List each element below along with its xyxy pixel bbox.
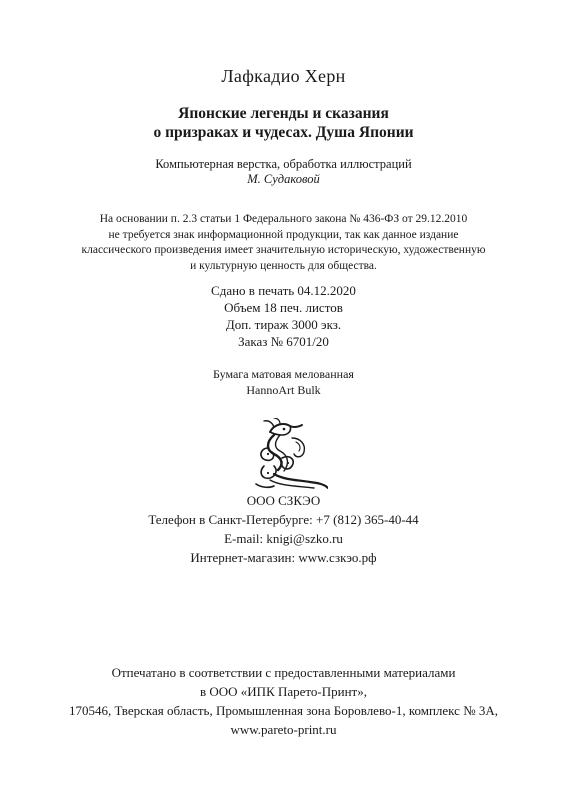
legal-notice [40, 212, 527, 274]
printer-name: в ООО «ИПК Парето-Принт», [199, 684, 367, 699]
publisher-name: ООО СЗКЭО [246, 493, 321, 508]
printer-address: 170546, Тверская область, Промышленная зона Боровлево-1, комплекс № 3А, [69, 703, 498, 718]
legal-line: не требуется знак информационной продукции, так как данное издание [108, 228, 459, 241]
credit-name: М. Судаковой [247, 172, 320, 186]
book-title-line-1: Японские легенды и сказания [178, 105, 389, 122]
book-title [40, 104, 527, 142]
legal-line: классического произведения имеет значительную историческую, художественную [81, 244, 486, 256]
publisher-web-store: Интернет-магазин: www.сзкэо.рф [190, 550, 377, 565]
printer-website: www.pareto-print.ru [230, 722, 337, 737]
publisher-phone: Телефон в Санкт-Петербурге: +7 (812) 365-40-44 [148, 512, 419, 527]
printer-line: Отпечатано в соответствии с предоставленными материалами [111, 665, 456, 680]
book-title-line-2: о призраках и чудесах. Душа Японии [153, 124, 414, 141]
imprint-volume: Объем 18 печ. листов [224, 300, 343, 315]
legal-line: На основании п. 2.3 статьи 1 Федерального закона № 436-ФЗ от 29.12.2010 [99, 213, 468, 225]
layout-credit [40, 157, 527, 187]
print-imprint [40, 282, 527, 350]
paper-info [40, 367, 527, 398]
publisher-email: E-mail: knigi@szko.ru [224, 531, 343, 546]
dragon-serpent-logo-icon [244, 418, 328, 492]
author-name: Лафкадио Херн [221, 66, 346, 86]
paper-brand: HannoArt Bulk [246, 382, 321, 397]
printer-info [40, 663, 527, 739]
imprint-date: Сдано в печать 04.12.2020 [211, 283, 356, 298]
legal-line: и культурную ценность для общества. [190, 259, 377, 272]
credit-role: Компьютерная верстка, обработка иллюстраций [155, 157, 412, 171]
publisher-contacts [40, 491, 527, 567]
imprint-print-run: Доп. тираж 3000 экз. [225, 317, 342, 332]
imprint-order: Заказ № 6701/20 [238, 334, 329, 349]
paper-type: Бумага матовая мелованная [213, 367, 354, 381]
